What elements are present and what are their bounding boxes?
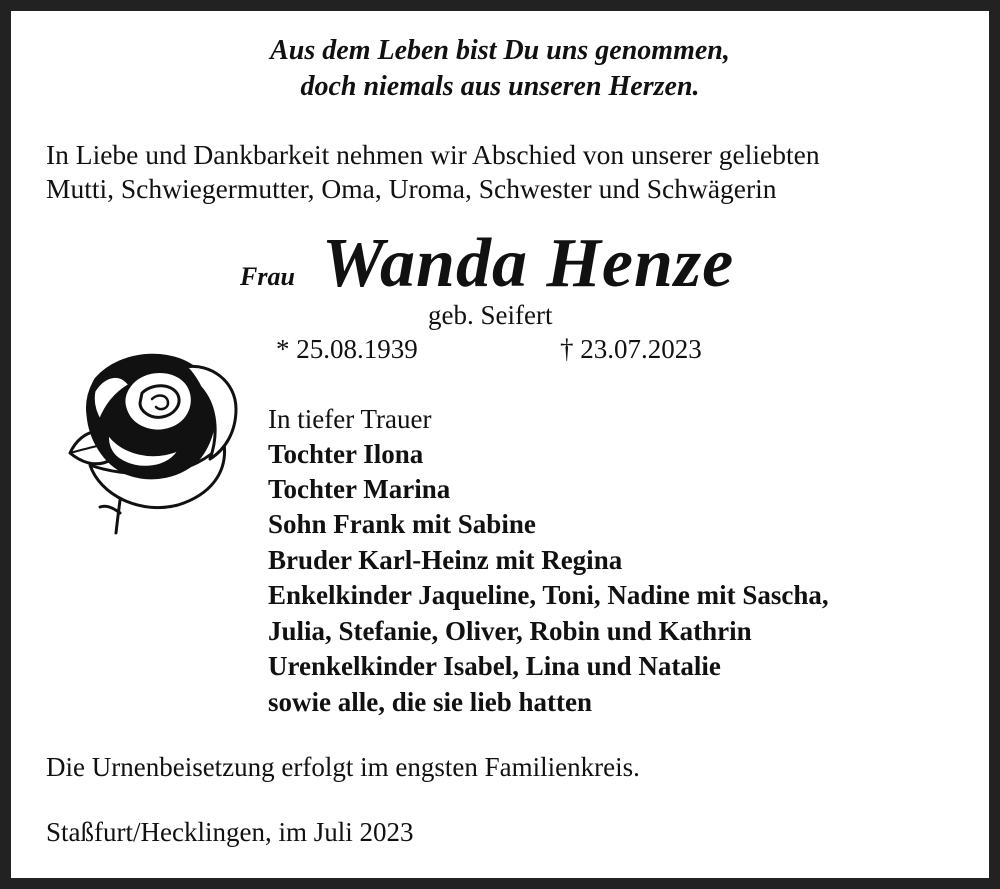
- born-name: geb. Seifert: [428, 300, 553, 330]
- mourner-line: Julia, Stefanie, Oliver, Robin und Kathrin: [268, 616, 752, 646]
- mourner-line: Sohn Frank mit Sabine: [268, 509, 536, 539]
- rose-icon: [60, 345, 242, 535]
- mourner-line: Bruder Karl-Heinz mit Regina: [268, 545, 623, 575]
- death-date: † 23.07.2023: [560, 334, 702, 364]
- mourner-line: sowie alle, die sie lieb hatten: [268, 687, 592, 717]
- intro-line-2: Mutti, Schwiegermutter, Oma, Uroma, Schwester und Schwägerin: [46, 173, 777, 204]
- mourner-line: Urenkelkinder Isabel, Lina und Natalie: [268, 651, 721, 681]
- quote-line-2: doch niemals aus unseren Herzen.: [300, 71, 700, 102]
- deceased-name: Wanda Henze: [322, 225, 735, 302]
- quote-line-1: Aus dem Leben bist Du uns genommen,: [270, 35, 730, 66]
- burial-note: Die Urnenbeisetzung erfolgt im engsten Familienkreis.: [46, 752, 640, 782]
- birth-date: * 25.08.1939: [276, 334, 418, 364]
- deceased-title: Frau: [240, 262, 295, 291]
- mourner-line: Enkelkinder Jaqueline, Toni, Nadine mit Sascha,: [268, 580, 829, 610]
- mourner-line: Tochter Ilona: [268, 439, 424, 469]
- mourner-line: Tochter Marina: [268, 474, 451, 504]
- mourners-heading: In tiefer Trauer: [268, 404, 432, 434]
- place-date: Staßfurt/Hecklingen, im Juli 2023: [46, 817, 414, 847]
- intro-line-1: In Liebe und Dankbarkeit nehmen wir Abschied von unserer geliebten: [46, 139, 820, 170]
